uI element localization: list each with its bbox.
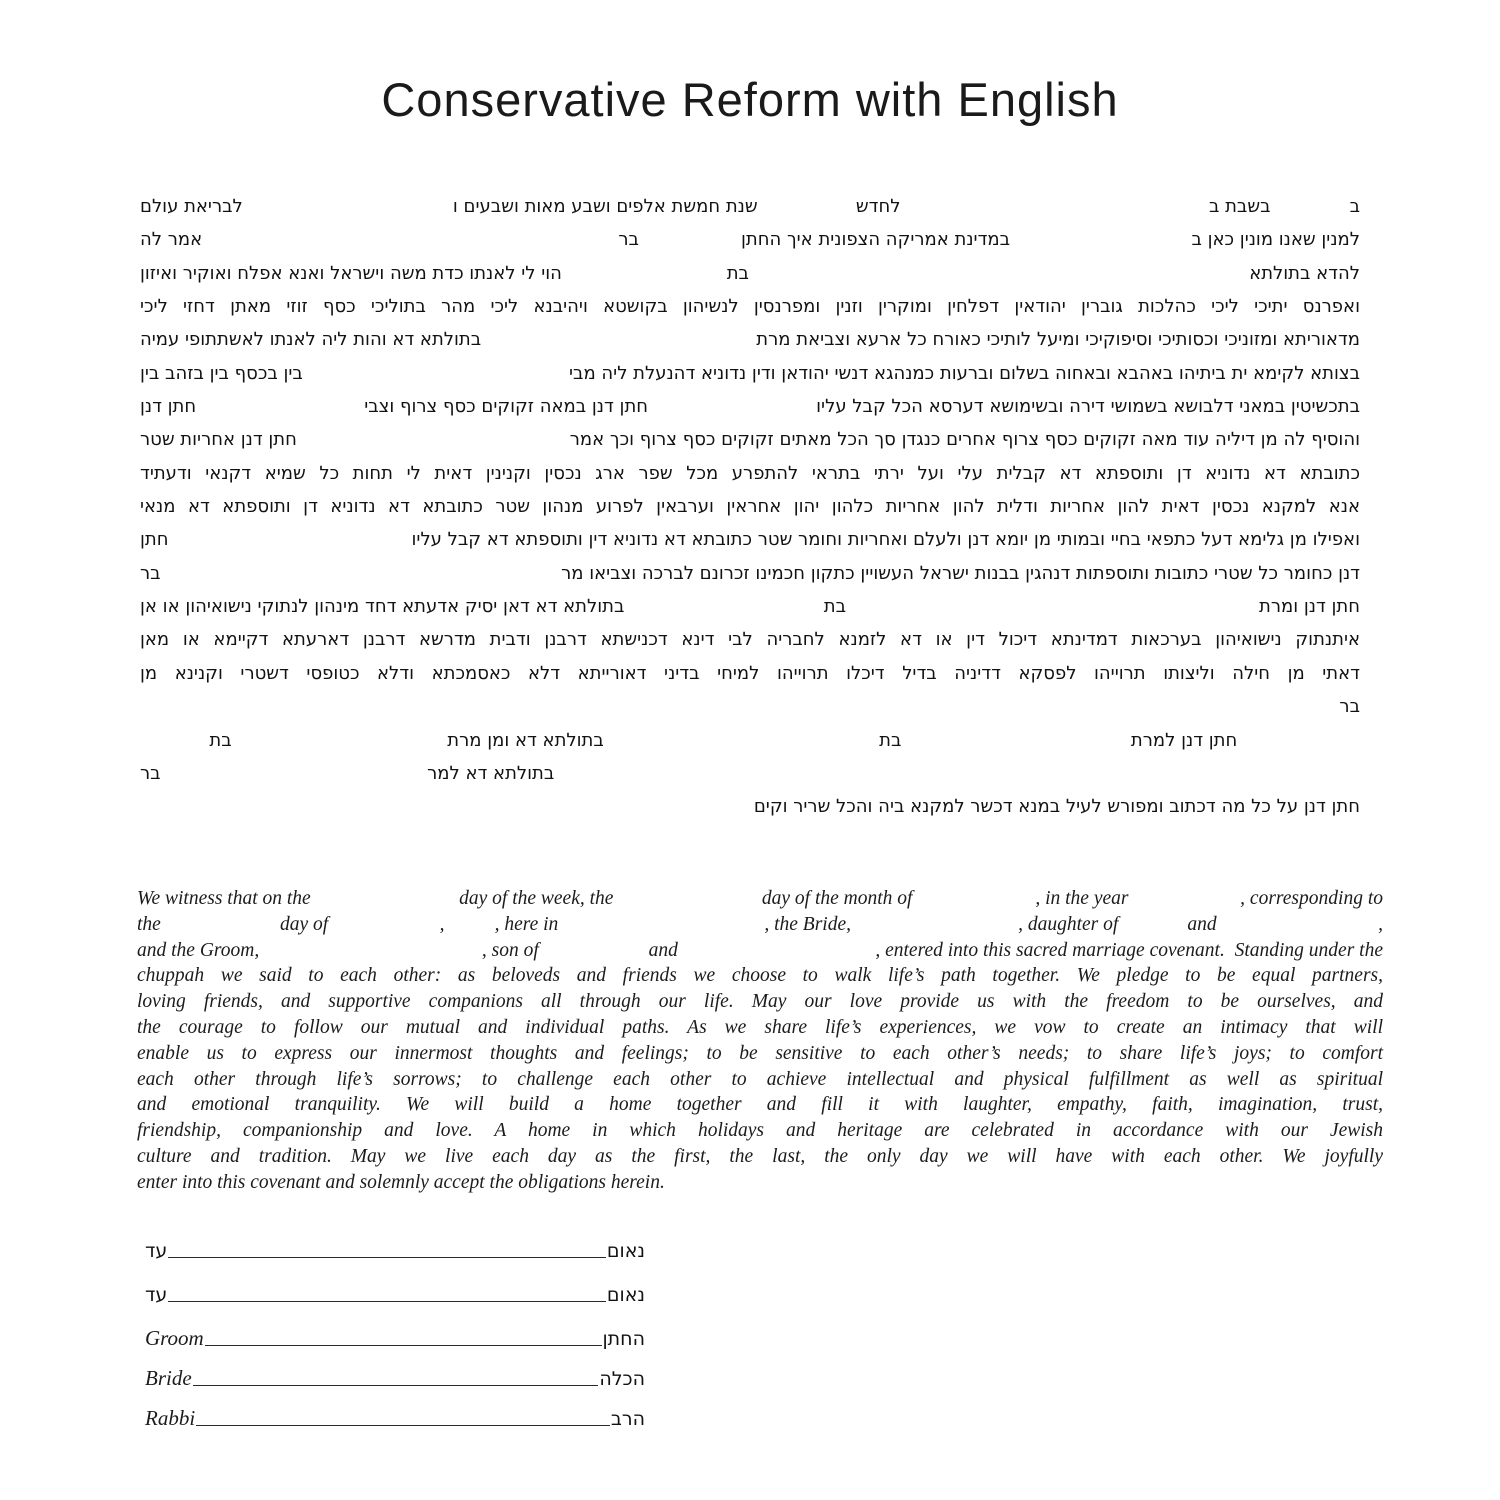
hebrew-text-segment: בתולתא דא למר [427, 762, 555, 784]
hebrew-text-segment: בר [618, 229, 639, 251]
english-line [137, 938, 1383, 964]
english-text-segment: , entered into this sacred marriage covenant. Standing under the [875, 939, 1383, 961]
hebrew-text-segment: לבריאת עולם [140, 196, 243, 217]
hebrew-line [140, 724, 1360, 757]
english-line: enter into this covenant and solemnly accept the obligations herein. [137, 1171, 665, 1193]
witness-signature-row [145, 1234, 645, 1261]
hebrew-text-segment: בר [140, 562, 161, 584]
signature-block [145, 1234, 645, 1442]
hebrew-line [140, 257, 1360, 290]
hebrew-line [140, 423, 1360, 456]
english-text-segment: and the Groom, [137, 939, 260, 961]
bride-label-hebrew: הכלה [599, 1368, 645, 1390]
hebrew-text-segment: דנן כחומר כל שטרי כתובות ותוספתות דנהגין בבנות ישראל העשויין כתקון חכמינו זכרונם לברכה וצביאו מר [561, 562, 1360, 584]
hebrew-text-segment: בשבת ב [1208, 196, 1271, 217]
english-text-block [137, 886, 1383, 1196]
hebrew-line [140, 757, 1360, 790]
english-text-segment: and [1187, 913, 1217, 935]
hebrew-text-segment: שנת חמשת אלפים ושבע מאות ושבעים ו [452, 196, 758, 217]
hebrew-line: איתנתוק נישואיהון בערכאות דמדינתא דיכול דין או דא לזמנא לחבריה לבי דינא דכנישתא דרבנן ודבית מדרשא דרבנן דארעתא דקיימא או מאן [140, 629, 1360, 651]
hebrew-text-segment: בת [879, 729, 902, 751]
hebrew-text-segment: להדא בתולתא [1249, 262, 1360, 284]
hebrew-text-segment: ואפילו מן גלימא דעל כתפאי בחיי ובמותי מן יומא דנן ולעלם ואחריות וחומר שטר כתובתא דא נדוניא דין ותוספתא דא קבל עליו [411, 529, 1360, 551]
hebrew-text-segment: בתכשיטין במאני דלבושא בשמושי דירה ובשימושא דערסא הכל קבל עליו [816, 396, 1360, 418]
hebrew-text-segment: בין בכסף בין בזהב בין [140, 362, 303, 384]
declaration-label-hebrew: נאום [606, 1284, 645, 1306]
english-text-segment: the [137, 913, 161, 935]
bride-signature-row [145, 1362, 645, 1389]
english-line: friendship, companionship and love. A home in which holidays and heritage are celebrated in accordance with our Jewish [137, 1120, 1383, 1142]
hebrew-line: אנא למקנא נכסין דאית להון אחריות ודלית להון אחריות כלהון יהון אחראין וערבאין לפרוע מנהון שטר כתובתא דא נדוניא דן ותוספתא דא מנאי [140, 496, 1360, 518]
hebrew-line [140, 357, 1360, 390]
english-line: the courage to follow our mutual and individual paths. As we share life’s experiences, we vow to create an intimacy that will [137, 1016, 1383, 1038]
rabbi-label-hebrew: הרב [610, 1408, 645, 1430]
groom-label-hebrew: החתן [602, 1328, 645, 1350]
english-text-segment: , daughter of [1018, 913, 1119, 935]
english-text-segment: , corresponding to [1240, 888, 1383, 909]
page-title: Conservative Reform with English [381, 73, 1119, 126]
signature-line [193, 1385, 599, 1386]
hebrew-text-segment: בת [823, 596, 847, 618]
english-line: each other through life’s sorrows; to challenge each other to achieve intellectual and physical fulfillment as well as spiritual [137, 1068, 1383, 1090]
hebrew-line [140, 190, 1360, 223]
hebrew-text-segment: חתן דנן אחריות שטר [140, 429, 297, 451]
english-text-segment: day of the week, the [459, 888, 614, 909]
english-line [137, 886, 1383, 912]
english-line: enable us to express our innermost thoughts and feelings; to be sensitive to each other’s needs; to share life’s joys; to comfort [137, 1042, 1383, 1064]
hebrew-text-segment: הוי לי לאנתו כדת משה וישראל ואנא אפלח ואוקיר ואיזון [140, 262, 562, 284]
hebrew-text-segment: בת [209, 729, 232, 751]
english-text-segment: , [1378, 913, 1383, 935]
declaration-label-hebrew: נאום [606, 1240, 645, 1262]
signature-line [205, 1345, 602, 1346]
hebrew-line: ואפרנס יתיכי ליכי כהלכות גוברין יהודאין דפלחין ומוקרין וזנין ומפרנסין לנשיהון בקושטא ויהיבנא ליכי מהר בתוליכי כסף זוזי מאתן דחזי ליכי [140, 296, 1360, 318]
rabbi-label-english: Rabbi [145, 1406, 196, 1430]
english-text-segment: , [439, 913, 445, 935]
english-line [137, 912, 1383, 938]
signature-line [168, 1257, 606, 1258]
hebrew-text-segment: חתן דנן למרת [1130, 729, 1238, 751]
groom-label-english: Groom [145, 1326, 204, 1350]
groom-signature-row [145, 1322, 645, 1349]
hebrew-text-segment: בתולתא דא והות ליה לאנתו לאשתתופי עמיה [140, 329, 482, 351]
bride-label-english: Bride [145, 1366, 192, 1390]
hebrew-text-segment: בתולתא דא דאן יסיק אדעתא דחד מינהון לנתוקי נישואיהון או אן [140, 596, 625, 618]
hebrew-line: חתן דנן על כל מה דכתוב ומפורש לעיל במנא דכשר למקנא ביה והכל שריר וקים [753, 796, 1360, 818]
english-line: culture and tradition. May we live each day as the first, the last, the only day we will have with each other. We joyfully [137, 1145, 1383, 1167]
english-line: chuppah we said to each other: as beloveds and friends we choose to walk life’s path together. We pledge to be equal partners, [137, 965, 1383, 987]
hebrew-text-segment: חתן [140, 529, 169, 551]
english-text-segment: , here in [494, 913, 559, 935]
hebrew-text-segment: במדינת אמריקה הצפונית איך החתן [741, 229, 1011, 251]
hebrew-text-block [140, 190, 1360, 824]
hebrew-text-segment: מדאוריתא ומזוניכי וכסותיכי וסיפוקיכי ומיעל לותיכי כאורח כל ארעא וצביאת מרת [756, 329, 1360, 351]
english-text-segment: We witness that on the [137, 888, 311, 909]
english-text-segment: , the Bride, [764, 913, 852, 935]
hebrew-text-segment: חתן דנן במאה זקוקים כסף צרוף וצבי [364, 396, 649, 418]
signature-line [168, 1301, 606, 1302]
english-line: loving friends, and supportive companions all through our life. May our love provide us with the freedom to be ourselves, and [137, 991, 1383, 1013]
rabbi-signature-row [145, 1402, 645, 1429]
hebrew-line [140, 323, 1360, 356]
hebrew-text-segment: בתולתא דא ומן מרת [447, 729, 604, 751]
witness-label-hebrew: עד [145, 1240, 168, 1262]
hebrew-line [140, 590, 1360, 623]
hebrew-line [140, 390, 1360, 423]
hebrew-text-segment: בת [726, 262, 749, 284]
hebrew-line [140, 223, 1360, 256]
hebrew-text-segment: בר [140, 762, 161, 784]
english-line: and emotional tranquility. We will build a home together and fill it with laughter, empathy, faith, imagination, trust, [137, 1094, 1383, 1116]
witness-signature-row [145, 1278, 645, 1305]
hebrew-text-segment: אמר לה [140, 229, 203, 251]
hebrew-text-segment: למנין שאנו מונין כאן ב [1191, 229, 1360, 251]
hebrew-line: כתובתא דא נדוניא דן ותוספתא דא קבלית עלי ועל ירתי בתראי להתפרע מכל שפר ארג נכסין וקנינין דאית לי תחות כל שמיא דקנאי ודעתיד [140, 462, 1360, 484]
hebrew-text-segment: חתן דנן [139, 396, 197, 418]
hebrew-line: דאתי מן חילה וליצותו תרוייהו לפסקא דדיניה בדיל דיכלו תרוייהו למיחי בדיני דאורייתא דלא כאסמכתא ודלא כטופסי דשטרי וקנינא מן [140, 662, 1360, 684]
hebrew-text-segment: ב [1349, 196, 1360, 217]
english-text-segment: , in the year [1035, 888, 1129, 909]
signature-line [196, 1425, 610, 1426]
hebrew-text-segment: לחדש [855, 196, 901, 217]
hebrew-text-segment: והוסיף לה מן דיליה עוד מאה זקוקים כסף צרוף אחרים כנגדן סך הכל מאתים זקוקים כסף צרוף וכך אמר [569, 429, 1360, 451]
english-text-segment: and [648, 939, 678, 961]
hebrew-line: בר [1339, 696, 1360, 718]
hebrew-line [140, 557, 1360, 590]
english-text-segment: day of the month of [761, 888, 913, 909]
hebrew-line [140, 523, 1360, 556]
hebrew-text-segment: בצותא לקימא ית ביתיהו באהבא ובאחוה בשלום וברעות כמנהגא דנשי יהודאן ודין נדוניא דהנעלת ליה מבי [569, 362, 1360, 384]
english-text-segment: , son of [481, 939, 539, 961]
witness-label-hebrew: עד [145, 1284, 168, 1306]
hebrew-text-segment: חתן דנן ומרת [1259, 596, 1360, 618]
english-text-segment: day of [280, 913, 329, 935]
